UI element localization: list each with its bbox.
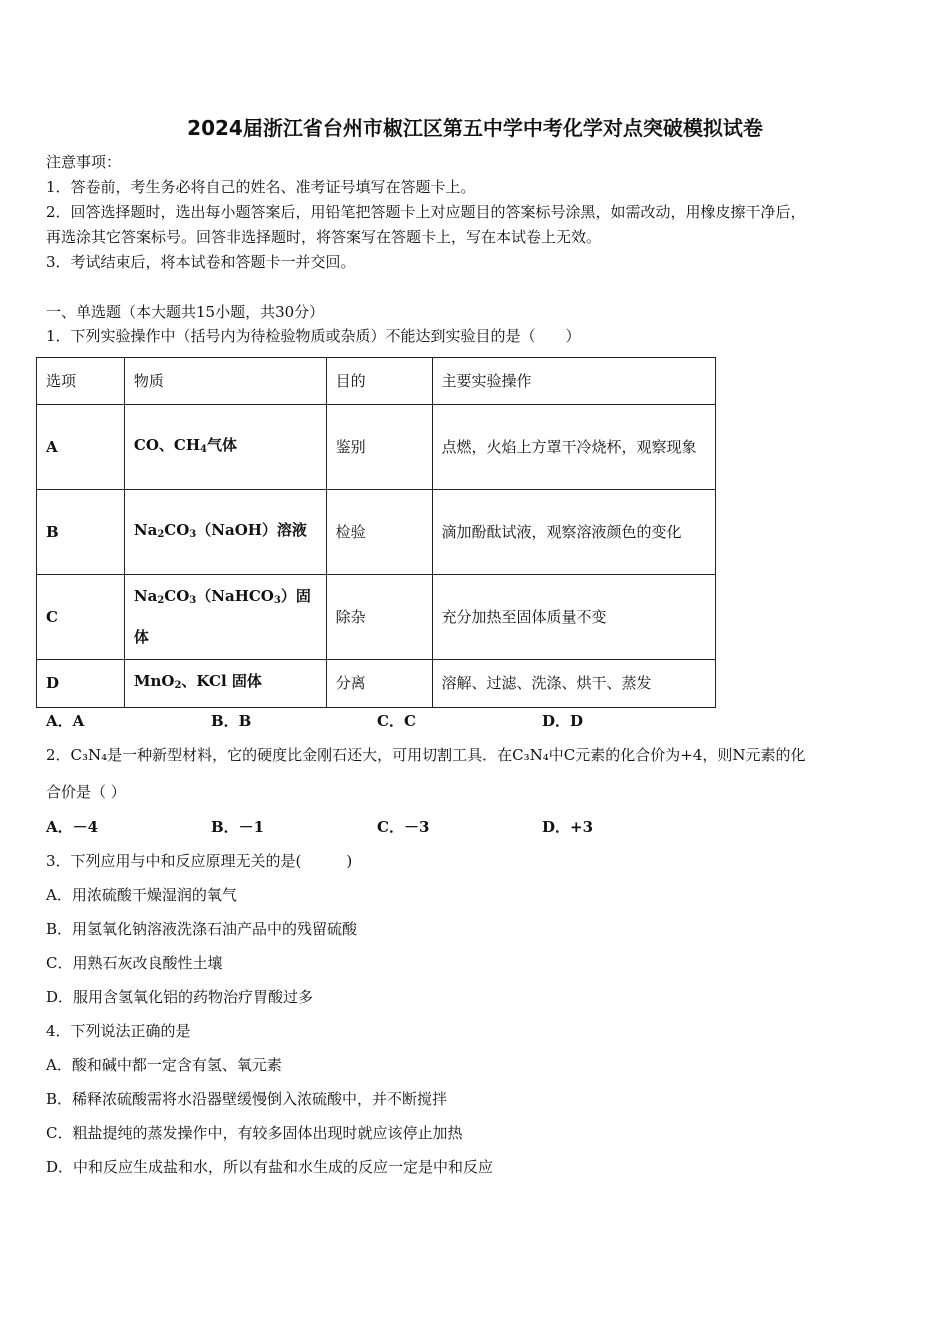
substance-cell: $Na_2CO_3(NaOH)$溶液 [124,490,326,575]
option-cell: A [37,405,125,490]
answer-choice[interactable]: D．D [542,712,584,730]
answer-choice[interactable]: B．B [211,712,252,730]
operation-cell: 滴加酚酞试液，观察溶液颜色的变化 [432,490,716,575]
question-3-option[interactable]: C．用熟石灰改良酸性土壤 [46,954,223,972]
section-heading: 一、单选题（本大题共15小题，共30分） [46,303,325,321]
table-header-cell: 物质 [124,358,326,405]
question-2-stem: 2．C₃N₄是一种新型材料，它的硬度比金刚石还大，可用切割工具．在C₃N₄中C元素的化合价为+4，则N元素的化 [46,746,806,764]
operation-cell: 溶解、过滤、洗涤、烘干、蒸发 [432,660,716,708]
answer-choice[interactable]: B．－1 [211,818,265,836]
purpose-cell: 除杂 [326,575,432,660]
question-2-stem-cont: 合价是（ ） [46,783,126,801]
answer-choice[interactable]: D．+3 [542,818,594,836]
question-4-option[interactable]: D．中和反应生成盐和水，所以有盐和水生成的反应一定是中和反应 [46,1158,494,1176]
answer-choice[interactable]: C．C [377,712,416,730]
question-4-option[interactable]: B．稀释浓硫酸需将水沿器壁缓慢倒入浓硫酸中，并不断搅拌 [46,1090,448,1108]
question-3-option[interactable]: B．用氢氧化钠溶液洗涤石油产品中的残留硫酸 [46,920,358,938]
operation-cell: 点燃，火焰上方罩干冷烧杯，观察现象 [432,405,716,490]
question-3-stem: 3．下列应用与中和反应原理无关的是( ) [46,852,353,870]
substance-cell: MnO$_2$、KCl 固体 [124,660,326,708]
question-3-option[interactable]: D．服用含氢氧化铝的药物治疗胃酸过多 [46,988,314,1006]
purpose-cell: 分离 [326,660,432,708]
table-header-cell: 主要实验操作 [432,358,716,405]
notice-heading: 注意事项： [46,153,122,171]
table-header-row [37,358,716,405]
table-row [37,575,716,660]
option-cell: B [37,490,125,575]
table-row [37,660,716,708]
table-header-cell: 目的 [326,358,432,405]
purpose-cell: 检验 [326,490,432,575]
question-1-table [36,357,716,708]
question-4-option[interactable]: A．酸和碱中都一定含有氢、氧元素 [46,1056,282,1074]
page-title: 2024届浙江省台州市椒江区第五中学中考化学对点突破模拟试卷 [187,116,763,140]
notice-item: 3．考试结束后，将本试卷和答题卡一并交回。 [46,253,356,271]
question-4-option[interactable]: C．粗盐提纯的蒸发操作中，有较多固体出现时就应该停止加热 [46,1124,463,1142]
question-1-stem: 1．下列实验操作中（括号内为待检验物质或杂质）不能达到实验目的是（ ） [46,327,581,345]
notice-item: 再选涂其它答案标号。回答非选择题时，将答案写在答题卡上，写在本试卷上无效。 [46,228,602,246]
table-row [37,405,716,490]
notice-item: 1．答卷前，考生务必将自己的姓名、准考证号填写在答题卡上。 [46,178,476,196]
option-cell: C [37,575,125,660]
table-row [37,490,716,575]
question-3-option[interactable]: A．用浓硫酸干燥湿润的氧气 [46,886,237,904]
substance-cell: CO、$CH_4$气体 [124,405,326,490]
substance-cell: $Na_2CO_3(NaHCO_3)$固体 [124,575,326,660]
question-4-stem: 4．下列说法正确的是 [46,1022,191,1040]
purpose-cell: 鉴别 [326,405,432,490]
answer-choice[interactable]: A．－4 [46,818,99,836]
notice-item: 2．回答选择题时，选出每小题答案后，用铅笔把答题卡上对应题目的答案标号涂黑，如需改动，用橡皮擦干净后， [46,203,806,221]
answer-choice[interactable]: C．－3 [377,818,430,836]
operation-cell: 充分加热至固体质量不变 [432,575,716,660]
table-header-cell: 选项 [37,358,125,405]
option-cell: D [37,660,125,708]
answer-choice[interactable]: A．A [46,712,85,730]
